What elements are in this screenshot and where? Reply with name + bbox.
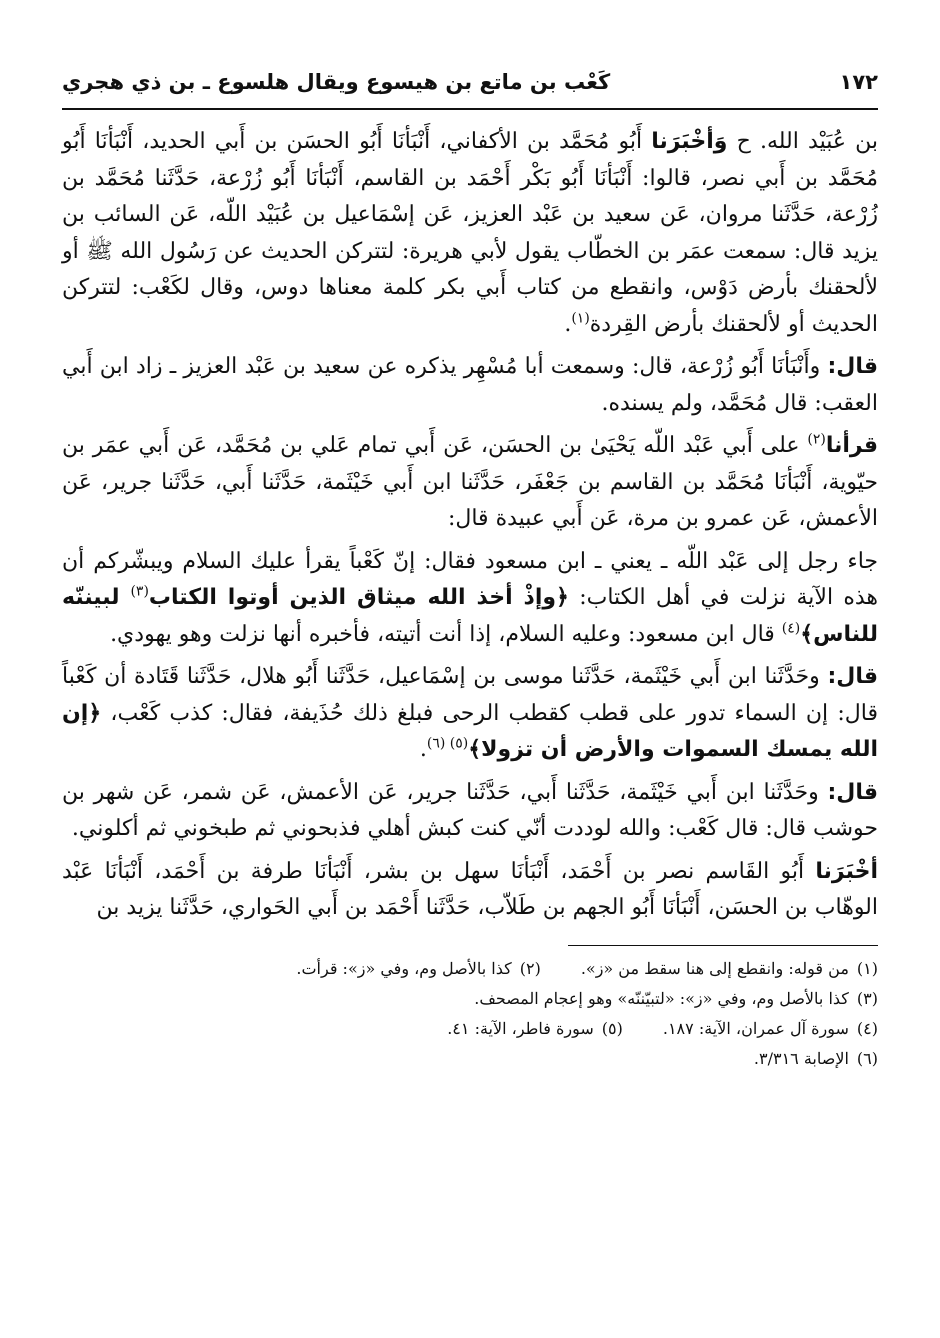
bold-text: ﴿إن الله يمسك السموات والأرض أن تزولا﴾ <box>62 700 878 762</box>
text-run: قال ابن مسعود: وعليه السلام، إذا أنت أتيته، فأخبره أنها نزلت وهو يهودي. <box>110 621 782 647</box>
paragraph <box>62 854 878 927</box>
header-rule <box>62 108 878 110</box>
footnote-rule <box>568 945 878 946</box>
text-run: أَبُو مُحَمَّد بن الأكفاني، أَنْبَأنَا أَبُو الحسَن بن أَبي الحديد، أَنْبَأنَا أَبُو مُحَمَّد بن أَبي نصر، قالوا: أَنْبَأنَا أَبُو بَكْر أَحْمَد بن القاسم، أَنْبَأنَا أَبُو زُرْعة، حَدَّثَنا مُحَمَّد بن زُرْعة، حَدَّثَنا مروان، عَن سعيد بن عَبْد العزيز، عَن إسْمَاعيل بن عُبَيْد اللّه، عَن السائب بن يزيد قال: سمعت عمَر بن الخطّاب يقول لأبي هريرة: لتتركن الحديث عن رَسُول الله ﷺ أو لألحقنك بأرض دَوْس، وانقطع من كتاب أَبي بكر كلمة معناها دوس، وقال لكَعْب: لتتركن الحديث أو لألحقنك بأرض القِردة <box>62 129 879 337</box>
footnote-ref: (١) <box>571 310 590 327</box>
text-run: . <box>419 737 427 762</box>
text-run: . <box>564 311 572 337</box>
footnote-text: الإصابة ٣/٣١٦. <box>753 1048 849 1068</box>
footnote <box>474 984 878 1014</box>
text-run: أَبُو القَاسم نصر بن أَحْمَد، أَنْبَأنَا سهل بن بشر، أَنْبَأنَا طرفة بن أَحْمَد، أَنْبَأنَا عَبْد الوهّاب بن الحسَن، أَنْبَأنَا أَبُو الجهم بن طَلاّب، حَدَّثَنا أَحْمَد بن أَبي الحَواري، حَدَّثَنا يزيد بن <box>62 858 878 920</box>
text-run: بن عُبَيْد الله. ح <box>727 129 878 154</box>
bold-text: قال: <box>827 664 878 689</box>
footnote-text: من قوله: وانقطع إلى هنا سقط من «ز». <box>580 958 849 978</box>
footnote-line <box>62 984 878 1014</box>
running-title: كَعْب بن ماتع بن هيسوع ويقال هلسوع ـ بن ذي هجري <box>62 70 611 94</box>
footnote <box>754 1044 878 1074</box>
main-text <box>62 124 878 927</box>
footnote-text: كذا بالأصل وم، وفي «ز»: «لتبيّننّه» وهو إعجام المصحف. <box>474 988 849 1008</box>
text-run: جاء رجل إلى عَبْد اللّه ـ يعني ـ ابن مسعود فقال: إنّ كَعْباً يقرأ عليك السلام ويبشّركم أن هذه الآية نزلت في أهل الكتاب: <box>62 548 878 610</box>
footnote-number: (٤) <box>856 1018 878 1038</box>
footnote <box>663 1014 878 1044</box>
bold-text: أخْبَرَنا <box>815 858 878 884</box>
paragraph <box>62 124 878 343</box>
footnote-ref: (٢) <box>807 431 826 448</box>
footnote-line <box>62 1044 878 1074</box>
bold-text: ﴿وإذْ أخذ الله ميثاق الذين أوتوا الكتاب <box>148 585 569 610</box>
book-page <box>62 60 878 1300</box>
footnote-number: (١) <box>856 958 878 978</box>
text-run: وحَدَّثَنا ابن أَبي خَيْثَمة، حَدَّثَنا موسى بن إسْمَاعيل، حَدَّثَنا أَبُو هلال، حَدَّثَنا قَتَادة أن كَعْباً قال: إن السماء تدور على قطب كقطب الرحى فبلغ ذلك حُذَيفة، فقال: كذب كَعْب، <box>62 664 878 726</box>
text-run: على أَبي عَبْد اللّه يَحْيَىٰ بن الحسَن، عَن أَبي تمام عَلي بن مُحَمَّد، عَن أَبي عمَر بن حيّوية، أَنْبَأنَا مُحَمَّد بن القاسم بن جَعْفَر، حَدَّثَنا ابن أَبي خَيْثَمة، حَدَّثَنا أَبي، حَدَّثَنا جرير، عَن الأعمش، عَن عمرو بن مرة، عَن أَبي عبيدة قال: <box>62 433 878 531</box>
footnote-line <box>62 1014 878 1044</box>
footnote-number: (٣) <box>856 988 878 1008</box>
footnotes <box>62 954 878 1074</box>
paragraph <box>62 775 878 848</box>
paragraph <box>62 544 878 654</box>
footnote <box>581 954 878 984</box>
footnote-text: سورة آل عمران، الآية: ١٨٧. <box>662 1018 849 1038</box>
footnote-number: (٥) <box>601 1018 623 1038</box>
footnote-ref: (٤) <box>781 620 801 637</box>
bold-text: قرأنا <box>825 433 878 458</box>
footnote-number: (٢) <box>519 958 541 978</box>
footnote-text: كذا بالأصل وم، وفي «ز»: قرأت. <box>296 958 512 978</box>
footnote-ref: (٥) (٦) <box>426 735 469 752</box>
footnote-ref: (٣) <box>130 583 149 600</box>
page-number: ١٧٢ <box>839 70 878 94</box>
footnote-line <box>62 954 878 984</box>
page-header <box>62 60 878 104</box>
text-run: وأَنْبَأنَا أَبُو زُرْعة، قال: وسمعت أبا مُسْهِر يذكره عن سعيد بن عَبْد العزيز ـ زاد ابن أَبي العقب: قال مُحَمَّد، ولم يسنده. <box>62 354 878 416</box>
paragraph <box>62 349 878 422</box>
footnote <box>296 954 540 984</box>
footnote-number: (٦) <box>856 1048 878 1068</box>
footnote-text: سورة فاطر، الآية: ٤١. <box>447 1018 594 1038</box>
bold-text: قال: <box>827 779 878 805</box>
paragraph <box>62 428 878 538</box>
bold-text: وَأخْبَرَنا <box>651 129 728 154</box>
footnote <box>447 1014 623 1044</box>
bold-text: لبيننّه للناس﴾ <box>62 585 878 647</box>
bold-text: قال: <box>827 354 878 379</box>
paragraph <box>62 659 878 769</box>
text-run: وحَدَّثَنا ابن أَبي خَيْثَمة، حَدَّثَنا أَبي، حَدَّثَنا جرير، عَن الأعمش، عَن شمر، عَن شهر بن حوشب قال: قال كَعْب: والله لوددت أنّي كنت كبش أهلي فذبحوني ثم طبخوني ثم أكلوني. <box>62 779 878 841</box>
